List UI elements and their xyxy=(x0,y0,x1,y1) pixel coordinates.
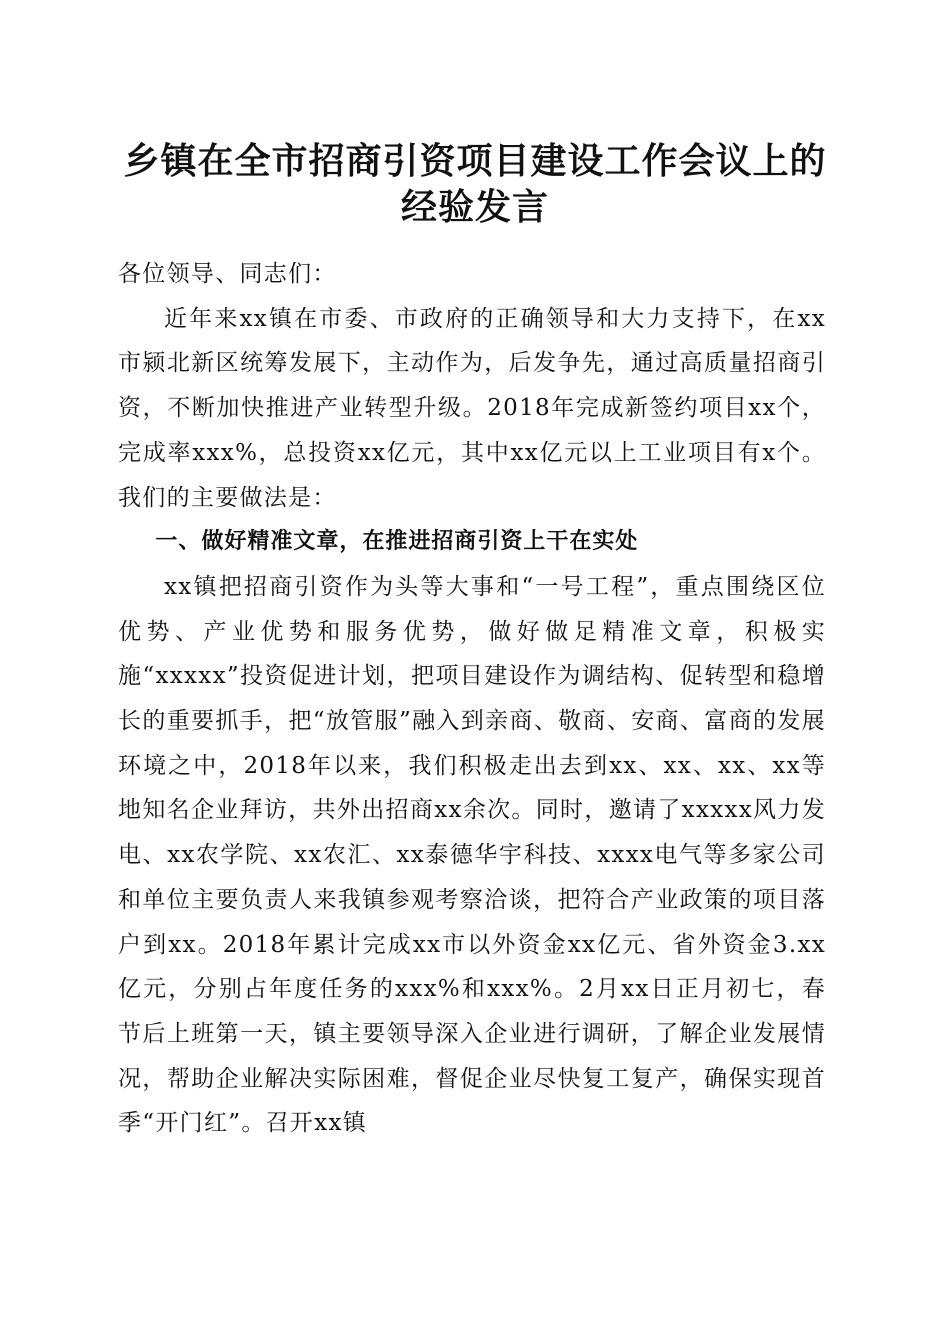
section-heading: 一、做好精准文章，在推进招商引资上干在实处 xyxy=(155,529,639,555)
section-paragraph: xx镇把招商引资作为头等大事和“一号工程”，重点围绕区位优势、产业优势和服务优势，做好做足精准文章，积极实施“xxxxx”投资促进计划，把项目建设作为调结构、促转型和稳增长的重要抓手，把“放管服”融入到亲商、敬商、安商、富商的发展环境之中，2018年以来，我们积极走出去到xx、xx、xx、xx等地知名企业拜访，共外出招商xx余次。同时，邀请了xxxxx风力发电、xx农学院、xx农汇、xx泰德华宇科技、xxxx电气等多家公司和单位主要负责人来我镇参观考察洽谈，把符合产业政策的项目落户到xx。2018年累计完成xx市以外资金xx亿元、省外资金3.xx亿元，分别占年度任务的xxx%和xxx%。2月xx日正月初七，春节后上班第一天，镇主要领导深入企业进行调研，了解企业发展情况，帮助企业解决实际困难，督促企业尽快复工复产，确保实现首季“开门红”。召开xx镇 xyxy=(118,573,826,1137)
document-body xyxy=(118,252,826,1146)
document-title: 乡镇在全市招商引资项目建设工作会议上的经验发言 xyxy=(123,140,827,228)
salutation: 各位领导、同志们： xyxy=(118,261,337,287)
intro-paragraph: 近年来xx镇在市委、市政府的正确领导和大力支持下，在xx市颍北新区统筹发展下，主动作为，后发争先，通过高质量招商引资，不断加快推进产业转型升级。2018年完成新签约项目xx个，完成率xxx%，总投资xx亿元，其中xx亿元以上工业项目有x个。我们的主要做法是： xyxy=(118,305,826,511)
